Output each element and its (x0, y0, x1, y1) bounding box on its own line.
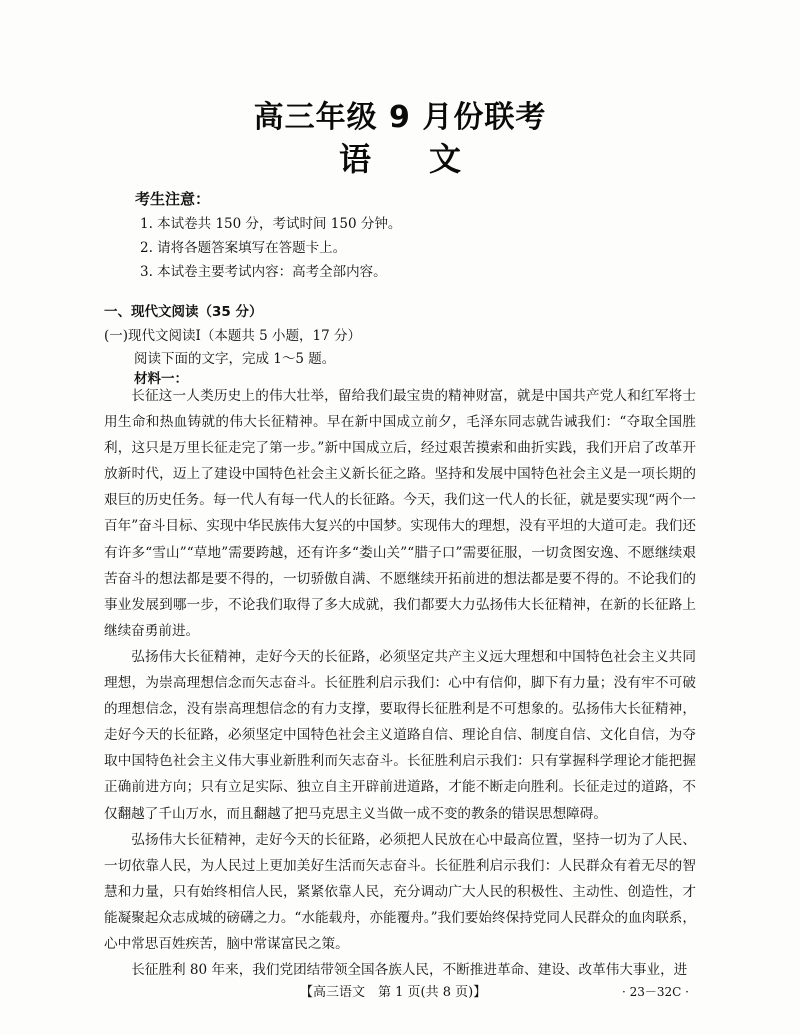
paragraph-3: 弘扬伟大长征精神，走好今天的长征路，必须把人民放在心中最高位置，坚持一切为了人民、一切依靠人民，为人民过上更加美好生活而矢志奋斗。长征胜利启示我们：人民群众有着无尽的智慧和力量，只有始终相信人民，紧紧依靠人民，充分调动广大人民的积极性、主动性、创造性，才能凝聚起众志成城的磅礴之力。“水能载舟，亦能覆舟。”我们要始终保持党同人民群众的血肉联系，心中常思百姓疾苦，脑中常谋富民之策。 (104, 831, 696, 952)
paragraph-4: 长征胜利 80 年来，我们党团结带领全国各族人民，不断推进革命、建设、改革伟大事业，进 (131, 962, 688, 979)
section-heading: 一、现代文阅读（35 分） (104, 304, 263, 320)
exam-subject: 语文 (338, 140, 519, 178)
reading-instruction: 阅读下面的文字，完成 1～5 题。 (134, 351, 336, 367)
paragraph-2: 弘扬伟大长征精神，走好今天的长征路，必须坚定共产主义远大理想和中国特色社会主义共同理想，为崇高理想信念而矢志奋斗。长征胜利启示我们：心中有信仰，脚下有力量；没有牢不可破的理想信念，没有崇高理想信念的有力支撑，要取得长征胜利是不可想象的。弘扬伟大长征精神，走好今天的长征路，必须坚定中国特色社会主义道路自信、理论自信、制度自信、文化自信，为夺取中国特色社会主义伟大事业新胜利而矢志奋斗。长征胜利启示我们：只有掌握科学理论才能把握正确前进方向；只有立足实际、独立自主开辟前进道路，才能不断走向胜利。长征走过的道路，不仅翻越了千山万水，而且翻越了把马克思主义当做一成不变的教条的错误思想障碍。 (104, 648, 696, 822)
notice-item-1: 1. 本试卷共 150 分，考试时间 150 分钟。 (140, 216, 402, 232)
notice-item-2: 2. 请将各题答案填写在答题卡上。 (140, 240, 347, 256)
material-label: 材料一： (134, 371, 188, 387)
exam-title: 高三年级 9 月份联考 (253, 100, 547, 135)
reading-passage (104, 383, 696, 983)
notice-heading: 考生注意： (135, 190, 211, 208)
paragraph-1: 长征这一人类历史上的伟大壮举，留给我们最宝贵的精神财富，就是中国共产党人和红军将士用生命和热血铸就的伟大长征精神。早在新中国成立前夕，毛泽东同志就告诫我们：“夺取全国胜利，这只是万里长征走完了第一步。”新中国成立后，经过艰苦摸索和曲折实践，我们开启了改革开放新时代，迈上了建设中国特色社会主义新长征之路。坚持和发展中国特色社会主义是一项长期的艰巨的历史任务。每一代人有每一代人的长征路。今天，我们这一代人的长征，就是要实现“两个一百年”奋斗目标、实现中华民族伟大复兴的中国梦。实现伟大的理想，没有平坦的大道可走。我们还有许多“雪山”“草地”需要跨越，还有许多“娄山关”“腊子口”需要征服，一切贪图安逸、不愿继续艰苦奋斗的想法都是要不得的，一切骄傲自满、不愿继续开拓前进的想法都是要不得的。不论我们的事业发展到哪一步，不论我们取得了多大成就，我们都要大力弘扬伟大长征精神，在新的长征路上继续奋勇前进。 (104, 388, 696, 639)
page-footer-code: · 23－32C · (622, 985, 689, 999)
page-footer-label: 【高三语文 第 1 页(共 8 页)】 (300, 985, 487, 1000)
part-heading: (一)现代文阅读Ⅰ（本题共 5 小题，17 分） (104, 328, 362, 344)
notice-item-3: 3. 本试卷主要考试内容：高考全部内容。 (140, 264, 387, 280)
